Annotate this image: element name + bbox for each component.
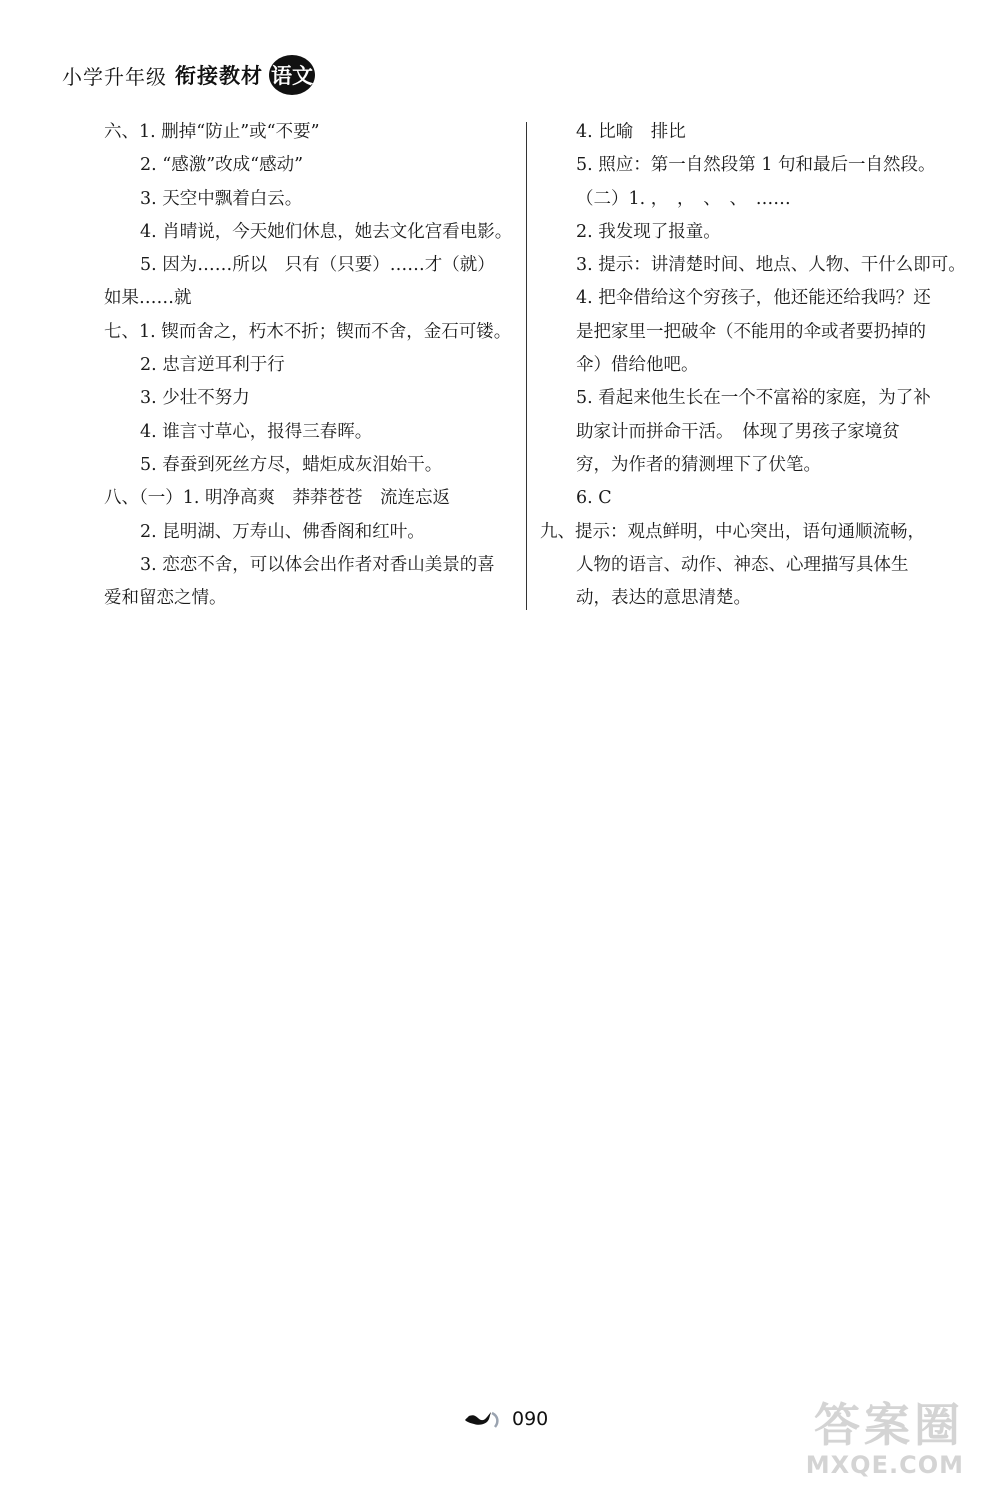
answer-line: 爱和留恋之情。 [104,588,227,609]
answer-line: 4. 肖晴说，今天她们休息，她去文化宫看电影。 [140,221,513,242]
answer-line: 2. 忠言逆耳利于行 [140,355,285,376]
right-column [540,116,966,615]
answer-line: 6. C [576,488,612,509]
answer-line: 4. 谁言寸草心，报得三春晖。 [140,421,373,442]
answer-line: 5. 因为……所以 只有（只要）……才（就） [140,255,495,276]
page-footer [462,1408,548,1430]
watermark-logo-text: 答案圈 [814,1398,964,1452]
answer-line: 4. 把伞借给这个穷孩子，他还能还给我吗？还 [576,288,931,309]
watermark-url: MXQE.COM [805,1451,964,1479]
answer-line: 3. 天空中飘着白云。 [140,188,303,209]
answer-line: 七、1. 锲而舍之，朽木不折；锲而不舍，金石可镂。 [104,321,512,342]
series-title: 小学升年级 [62,64,167,89]
answer-line: 2. “感激”改成“感动” [140,155,304,176]
answer-line: 是把家里一把破伞（不能用的伞或者要扔掉的 [576,321,926,342]
answer-line: 3. 少壮不努力 [140,388,250,409]
page-ornament-icon [462,1408,504,1430]
book-title: 衔接教材 [175,64,263,88]
answer-line: 4. 比喻 排比 [576,122,686,142]
page-header [62,52,315,98]
column-divider [526,122,527,610]
answer-line: 2. 昆明湖、万寿山、佛香阁和红叶。 [140,521,425,542]
answer-line: 2. 我发现了报童。 [576,221,721,242]
answer-line: 九、提示：观点鲜明，中心突出，语句通顺流畅， [540,521,925,542]
answer-line: 如果……就 [104,288,192,309]
watermark [806,1399,964,1479]
answer-line: 八、（一）1. 明净高爽 莽莽苍苍 流连忘返 [104,488,451,509]
answer-line: 六、1. 删掉“防止”或“不要” [104,122,320,142]
answer-line: 动，表达的意思清楚。 [576,588,751,609]
answer-line: 助家计而拼命干活。 体现了男孩子家境贫 [576,421,900,442]
answer-line: 5. 看起来他生长在一个不富裕的家庭，为了补 [576,388,931,409]
answer-line: 5. 春蚕到死丝方尽，蜡炬成灰泪始干。 [140,454,443,475]
answer-line: 伞）借给他吧。 [576,355,699,376]
page-number: 090 [512,1408,549,1430]
answer-line: 人物的语言、动作、神态、心理描写具体生 [576,554,909,575]
left-column [104,116,516,615]
answer-line: 穷，为作者的猜测埋下了伏笔。 [576,454,821,475]
answer-line: 5. 照应：第一自然段第 1 句和最后一自然段。 [576,155,936,176]
answer-line: 3. 恋恋不舍，可以体会出作者对香山美景的喜 [140,554,495,575]
answer-line: 3. 提示：讲清楚时间、地点、人物、干什么即可。 [576,255,966,276]
subject-badge: 语文 [269,55,315,95]
answer-line: （二）1. ， ， 、 、 …… [576,188,791,209]
